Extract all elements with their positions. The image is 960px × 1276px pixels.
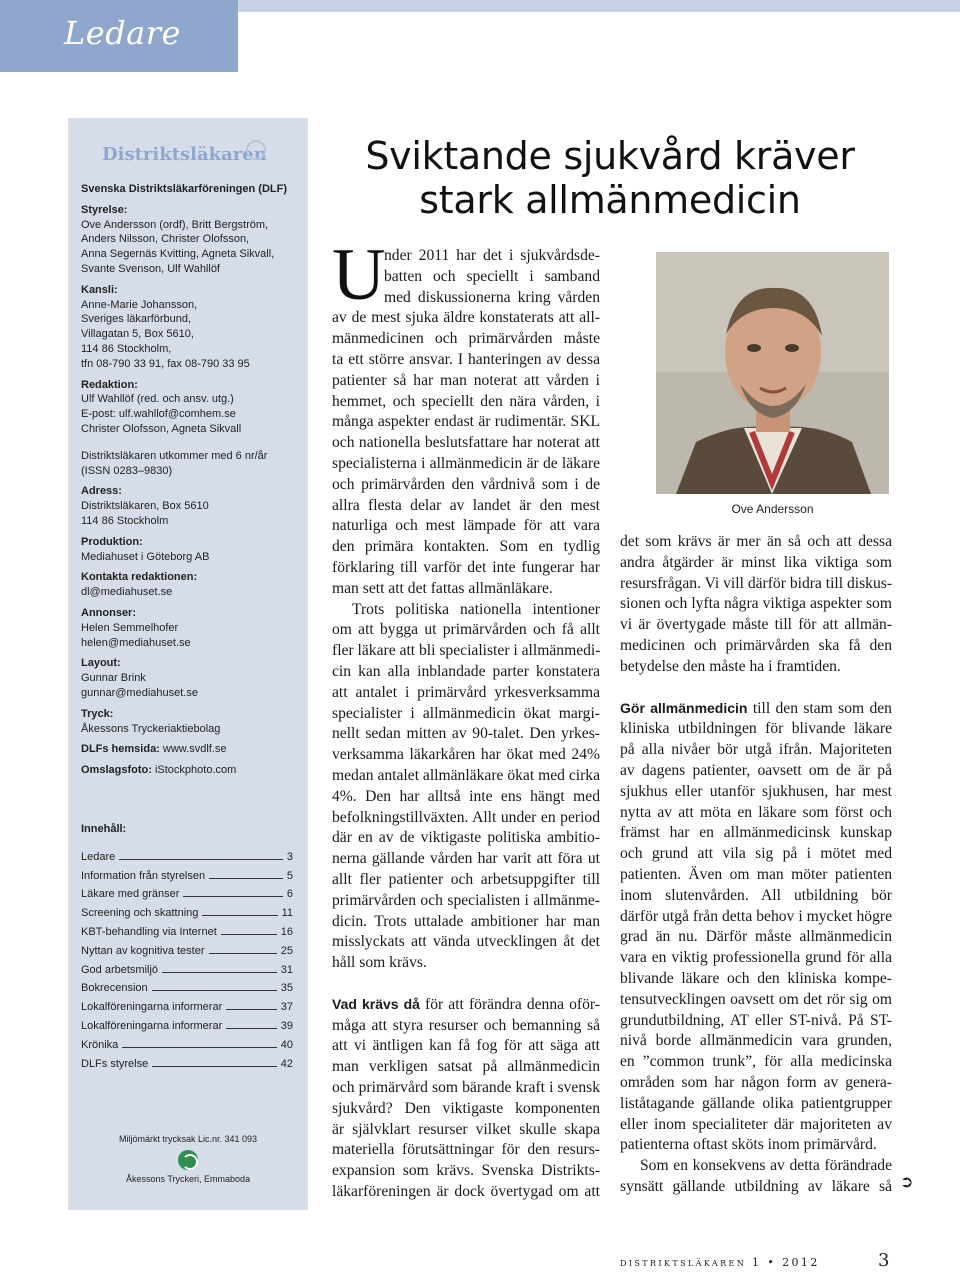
masthead-info <box>81 182 305 778</box>
toc-label: Krönika <box>81 1038 119 1051</box>
section-title: Ledare <box>64 14 181 52</box>
kansli-line: Anne-Marie Johansson, <box>81 298 198 311</box>
text-line: det som krävs är mer än så och att dessa <box>620 533 892 550</box>
text-line: många aspekter endast är rudimentär. SKL <box>332 413 600 431</box>
toc-label: Läkare med gränser <box>81 888 180 901</box>
text-line: medicinen och primärvården ska få den <box>620 636 892 654</box>
text-line: liståtagande gällande olika patientgrupper <box>620 1094 892 1112</box>
lead-continuation: till den stam som den <box>747 699 892 717</box>
text-line: och primärvård som bärande kraft i svensk <box>332 1079 600 1097</box>
text-line: resursfrågan. Vi vill därför bidra till diskus- <box>620 574 892 592</box>
text-line: dicin. Trots uttalade ambitioner har man <box>332 912 600 930</box>
adress-label: Adress: <box>81 485 122 498</box>
text-line: håll som krävs. <box>332 954 427 972</box>
toc-item[interactable] <box>81 863 293 882</box>
toc-label: Lokalföreningarna informerar <box>81 1019 223 1032</box>
toc-item[interactable] <box>81 938 293 957</box>
text-line: att vi äntligen kan få fog för att säga att <box>332 1037 600 1055</box>
paragraph-lead: Gör allmänmedicin <box>620 699 748 716</box>
text-line: grundutbildning, AT eller ST-nivå. På ST- <box>620 1011 892 1029</box>
toc-label: Bokrecension <box>81 982 148 995</box>
redaktion-line: Ulf Wahllöf (red. och ansv. utg.) <box>81 393 234 406</box>
text-line: andra åtgärder är minst lika viktiga som <box>620 553 892 571</box>
running-footer: distriktsläkaren 1 • 2012 <box>620 1256 820 1269</box>
header-rule <box>238 0 960 12</box>
styrelse-line: Anders Nilsson, Christer Olofsson, <box>81 233 250 246</box>
toc-page: 11 <box>281 907 293 920</box>
text-line: expansion som krävs. Svenska Distrikts- <box>332 1162 600 1180</box>
text-line: allt fler patienter och arbetsuppgifter till <box>332 870 600 888</box>
headline-line: stark allmänmedicin <box>419 178 801 222</box>
article-headline <box>330 134 890 222</box>
logo-emblem-icon <box>246 140 266 160</box>
table-of-contents <box>81 844 293 1070</box>
toc-title: Innehåll: <box>81 823 127 835</box>
toc-label: God arbetsmiljö <box>81 963 159 976</box>
magazine-logo: Distriktsläkaren <box>102 144 267 165</box>
text-line: befolkningstillväxten. Allt under en period <box>332 808 600 826</box>
toc-page: 40 <box>280 1038 293 1051</box>
text-line: den primära kontakten. Som en tydlig <box>332 538 600 556</box>
nordic-swan-ecolabel-icon <box>178 1150 198 1170</box>
text-line: kliniska utbildningen för blivande läkare <box>620 720 892 738</box>
text-line: primärvården och specialisten i allmänme- <box>332 891 600 909</box>
text-line: materiella förutsättningar för den resurs- <box>332 1141 600 1159</box>
adress-line: 114 86 Stockholm <box>81 514 169 527</box>
toc-page: 31 <box>280 963 293 976</box>
text-line: betydelse den måste ha i framtiden. <box>620 657 841 675</box>
toc-label: Nyttan av kognitiva tester <box>81 944 205 957</box>
toc-item[interactable] <box>81 1051 293 1070</box>
toc-page: 37 <box>280 1001 293 1014</box>
text-line: allra flesta delar av landet är den mest <box>332 496 600 514</box>
text-line: patienten. Även om man möter patienten <box>620 865 892 883</box>
continue-arrow-icon: ➲ <box>900 1172 914 1191</box>
page-number: 3 <box>878 1250 890 1271</box>
headline-line: Sviktande sjukvård kräver <box>365 134 855 178</box>
toc-label: Ledare <box>81 850 116 863</box>
layout-label: Layout: <box>81 657 121 670</box>
toc-item[interactable] <box>81 882 293 901</box>
toc-item[interactable] <box>81 957 293 976</box>
text-line: specialister i allmänmedicin ökat margi- <box>332 704 600 722</box>
toc-page: 5 <box>286 869 293 882</box>
text-line: av de mest sjuka äldre konstaterats att all- <box>332 309 600 327</box>
toc-page: 39 <box>280 1019 293 1032</box>
toc-label: Information från styrelsen <box>81 869 206 882</box>
kansli-line: 114 86 Stockholm, <box>81 342 172 355</box>
toc-page: 42 <box>280 1057 293 1070</box>
text-line: där en av de viktigaste politiska ambitio- <box>332 829 600 847</box>
text-line: fler läkare att bli specialister i allmänmedi- <box>332 642 600 660</box>
hemsida-link[interactable]: www.svdlf.se <box>162 743 227 756</box>
redaktion-email[interactable]: E-post: ulf.wahllof@comhem.se <box>81 408 236 421</box>
text-line: eller inom specialiteter där majoriteten av <box>620 1115 892 1133</box>
text-line: nytta av att möta en läkare som först och <box>620 803 892 821</box>
toc-item[interactable] <box>81 1013 293 1032</box>
text-line: specialisterna i allmänmedicin är de läkare <box>332 454 600 472</box>
article-column-2 <box>620 532 892 1198</box>
styrelse-line: Svante Svenson, Ulf Wahllöf <box>81 262 220 275</box>
text-line: att antalet i primärvård yrkesverksamma <box>332 683 600 701</box>
adress-line: Distriktsläkaren, Box 5610 <box>81 500 209 513</box>
utkommer-line: Distriktsläkaren utkommer med 6 nr/år <box>81 449 268 462</box>
toc-item[interactable] <box>81 976 293 995</box>
text-line: 4%. Den har alltså inte ens hängt med <box>332 787 600 805</box>
text-line: sjukhus eller utanför sjukhusen, har mest <box>620 782 892 800</box>
text-line: av dagens patienter, oavsett om de är på <box>620 761 892 779</box>
text-line: verksamma läkarkåren har ökat med 24% <box>332 746 600 764</box>
text-line: därför utgå från detta behov i mycket högre <box>620 907 892 925</box>
omslag-label: Omslagsfoto: <box>81 764 152 777</box>
styrelse-line: Ove Andersson (ordf), Britt Bergström, <box>81 218 269 231</box>
text-line: läkarföreningen är dock övertygad om att <box>332 1183 600 1201</box>
lead-continuation: för att förändra denna oför- <box>419 995 600 1013</box>
text-line: synsätt gällande utbildning av läkare så <box>620 1177 892 1195</box>
author-photo <box>656 252 889 494</box>
text-line: Som en konsekvens av detta förändrade <box>640 1157 892 1175</box>
text-line: medan antalet allmänläkare ökat med cirka <box>332 766 600 784</box>
kansli-line: tfn 08-790 33 91, fax 08-790 33 95 <box>81 357 250 370</box>
photo-caption: Ove Andersson <box>731 502 814 516</box>
toc-item[interactable] <box>81 844 293 863</box>
text-line: hemmet, och speciellt den nära vården, i <box>332 392 600 410</box>
hemsida-label: DLFs hemsida: <box>81 743 160 756</box>
kontakt-email[interactable]: dl@mediahuset.se <box>81 586 173 599</box>
text-line: nder 2011 har det i sjukvårdsde- <box>384 247 600 264</box>
text-line: cin kan alla inblandade parter konstatera <box>332 662 600 680</box>
toc-item[interactable] <box>81 1032 293 1051</box>
text-line: Trots politiska nationella intentioner <box>352 600 600 618</box>
hemsida-row <box>81 742 305 757</box>
tryck-line: Åkessons Tryckeriaktiebolag <box>81 722 221 735</box>
text-line: man sett att det fattas allmänläkare. <box>332 579 553 597</box>
toc-label: Screening och skattning <box>81 907 199 920</box>
org-name: Svenska Distriktsläkarföreningen (DLF) <box>81 183 288 195</box>
text-line: nerna gällande vården har varit att föra ut <box>332 850 600 868</box>
text-line: tensutvecklingen oavsett om det rör sig om <box>620 990 892 1008</box>
text-line: batten och speciellt i samband <box>384 267 600 285</box>
text-line: mänmedicinen och primärvården måste <box>332 330 600 348</box>
ecolabel-text: Miljömärkt trycksak Lic.nr. 341 093 <box>118 1134 258 1144</box>
text-line: om att bygga ut primärvården och få allt <box>332 621 600 639</box>
text-line: områden som har någon form av genera- <box>620 1073 892 1091</box>
portrait-illustration <box>656 252 889 494</box>
redaktion-line: Christer Olofsson, Agneta Sikvall <box>81 422 242 435</box>
annonser-line: Helen Semmelhofer <box>81 621 179 634</box>
text-line: med diskussionerna kring vården <box>384 288 600 306</box>
annonser-label: Annonser: <box>81 606 136 619</box>
paragraph-lead: Vad krävs då <box>332 995 420 1012</box>
toc-item[interactable] <box>81 919 293 938</box>
toc-label: Lokalföreningarna informerar <box>81 1001 223 1014</box>
layout-line: Gunnar Brink <box>81 672 146 685</box>
text-line: och nationella beslutsfattare har noterat att <box>332 434 600 452</box>
toc-item[interactable] <box>81 900 293 919</box>
toc-page: 35 <box>280 982 293 995</box>
toc-page: 25 <box>280 944 293 957</box>
text-line <box>620 698 892 720</box>
omslag-row <box>81 763 305 778</box>
omslag-value: iStockphoto.com <box>154 764 237 777</box>
produktion-line: Mediahuset i Göteborg AB <box>81 550 210 563</box>
text-line: en ”common trunk”, för alla medicinska <box>620 1053 892 1071</box>
text-line: förklaring till varför det inte fungerar har <box>332 558 600 576</box>
produktion-label: Produktion: <box>81 535 143 548</box>
text-line: är självklart resurser vilket skulle skapa <box>332 1120 600 1138</box>
toc-item[interactable] <box>81 994 293 1013</box>
section-header <box>0 0 960 72</box>
text-line: naturliga och mest lämpade för att vara <box>332 517 600 535</box>
kansli-line: Villagatan 5, Box 5610, <box>81 328 194 341</box>
text-line: sionen och lyfta några viktiga aspekter som <box>620 595 892 613</box>
text-line: på alla nivåer bör utgå ifrån. Majoriteten <box>620 741 892 759</box>
toc-label: KBT-behandling via Internet <box>81 925 217 938</box>
text-line: misslyckats att vända utvecklingen åt det <box>332 933 600 951</box>
masthead-sidebar <box>68 118 308 1210</box>
text-line: ta ett större ansvar. I hanteringen av dessa <box>332 350 600 368</box>
text-line: nellt sedan mitten av 90-talet. Den yrkes- <box>332 725 600 743</box>
text-line: inom slutenvården. All utbildning bör <box>620 886 892 904</box>
text-line: vara en viktig professionella grund för alla <box>620 949 892 967</box>
toc-page: 16 <box>280 925 293 938</box>
text-line: måga att styra resurser och bemanning så <box>332 1016 600 1034</box>
annonser-email[interactable]: helen@mediahuset.se <box>81 636 191 649</box>
styrelse-line: Anna Segernäs Kvitting, Agneta Sikvall, <box>81 248 275 261</box>
toc-page: 6 <box>286 888 293 901</box>
text-line: patienterna oftast sköts inom primärvård. <box>620 1136 877 1154</box>
text-line: man verkligen satsat på allmänmedicin <box>332 1058 600 1076</box>
styrelse-label: Styrelse: <box>81 203 128 216</box>
text-line: vi är övertygade måste till för att allmän- <box>620 616 892 634</box>
text-line: främst har en allmänmedicinsk kunskap <box>620 824 892 842</box>
text-line: patienter så har man noterat att vården i <box>332 371 600 389</box>
article-column-1 <box>332 246 600 1203</box>
toc-label: DLFs styrelse <box>81 1057 149 1070</box>
redaktion-label: Redaktion: <box>81 378 138 391</box>
text-line: och grund att vila sig på i mötet med <box>620 845 892 863</box>
text-line: sjukvård? Den viktigaste komponenten <box>332 1099 600 1117</box>
kontakt-label: Kontakta redaktionen: <box>81 571 198 584</box>
toc-page: 3 <box>286 850 293 863</box>
printer-name: Åkessons Tryckeri, Emmaboda <box>125 1174 251 1184</box>
tryck-label: Tryck: <box>81 707 114 720</box>
text-line: blivande läkare och den kliniska kompe- <box>620 969 892 987</box>
layout-email[interactable]: gunnar@mediahuset.se <box>81 686 198 699</box>
text-line <box>332 994 600 1016</box>
text-line: och primärvården den vårdnivå som i de <box>332 475 600 493</box>
utkommer-line: (ISSN 0283–9830) <box>81 464 173 477</box>
kansli-label: Kansli: <box>81 283 118 296</box>
text-line: nivå borde allmänmedicin vara grunden, <box>620 1032 892 1050</box>
drop-cap: U <box>332 234 386 316</box>
kansli-line: Sveriges läkarförbund, <box>81 313 192 326</box>
text-line: grad än nu. Därför måste allmänmedicin <box>620 928 892 946</box>
print-info <box>68 1134 308 1184</box>
